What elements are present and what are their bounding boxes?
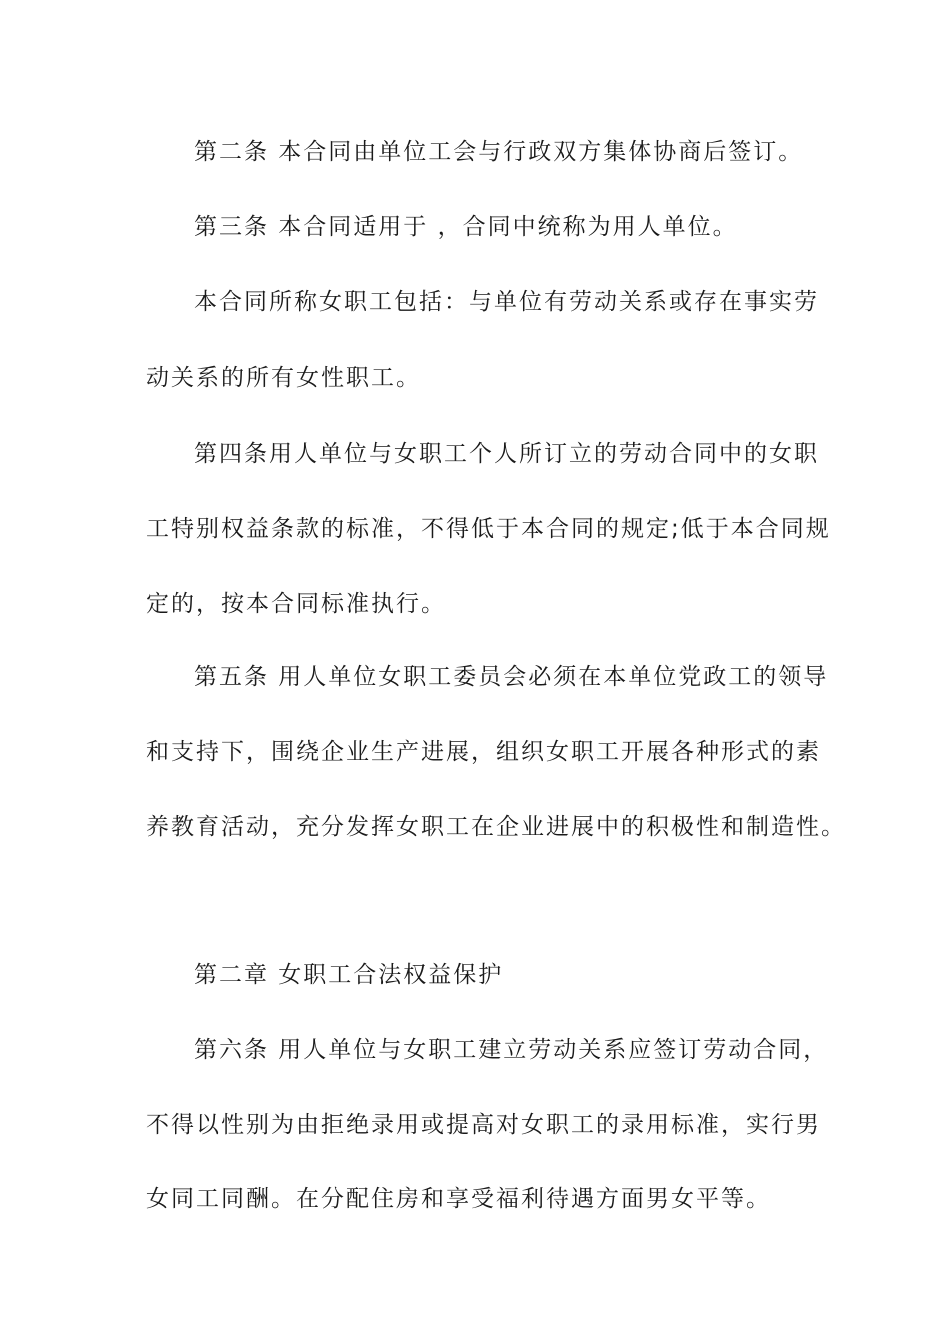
- article-4-line-1: 第四条用人单位与女职工个人所订立的劳动合同中的女职: [194, 441, 819, 467]
- article-6-line-3: 女同工同酬。在分配住房和享受福利待遇方面男女平等。: [146, 1186, 771, 1212]
- article-5-line-1: 第五条 用人单位女职工委员会必须在本单位党政工的领导: [194, 664, 829, 690]
- article-2-line: 第二条 本合同由单位工会与行政双方集体协商后签订。: [194, 139, 804, 165]
- article-3-line: 第三条 本合同适用于 ，合同中统称为用人单位。: [194, 214, 738, 240]
- article-4-line-2: 工特别权益条款的标准，不得低于本合同的规定;低于本合同规: [146, 516, 831, 542]
- article-6-line-1: 第六条 用人单位与女职工建立劳动关系应签订劳动合同，: [194, 1037, 829, 1063]
- chapter-2-heading: 第二章 女职工合法权益保护: [194, 962, 504, 988]
- article-4-line-3: 定的，按本合同标准执行。: [146, 591, 446, 617]
- female-staff-definition-line-2: 动关系的所有女性职工。: [146, 365, 421, 391]
- article-6-line-2: 不得以性别为由拒绝录用或提高对女职工的录用标准，实行男: [146, 1112, 821, 1138]
- article-5-line-3: 养教育活动，充分发挥女职工在企业进展中的积极性和制造性。: [146, 814, 846, 840]
- article-5-line-2: 和支持下，围绕企业生产进展，组织女职工开展各种形式的素: [146, 739, 821, 765]
- female-staff-definition-line-1: 本合同所称女职工包括：与单位有劳动关系或存在事实劳: [194, 289, 819, 315]
